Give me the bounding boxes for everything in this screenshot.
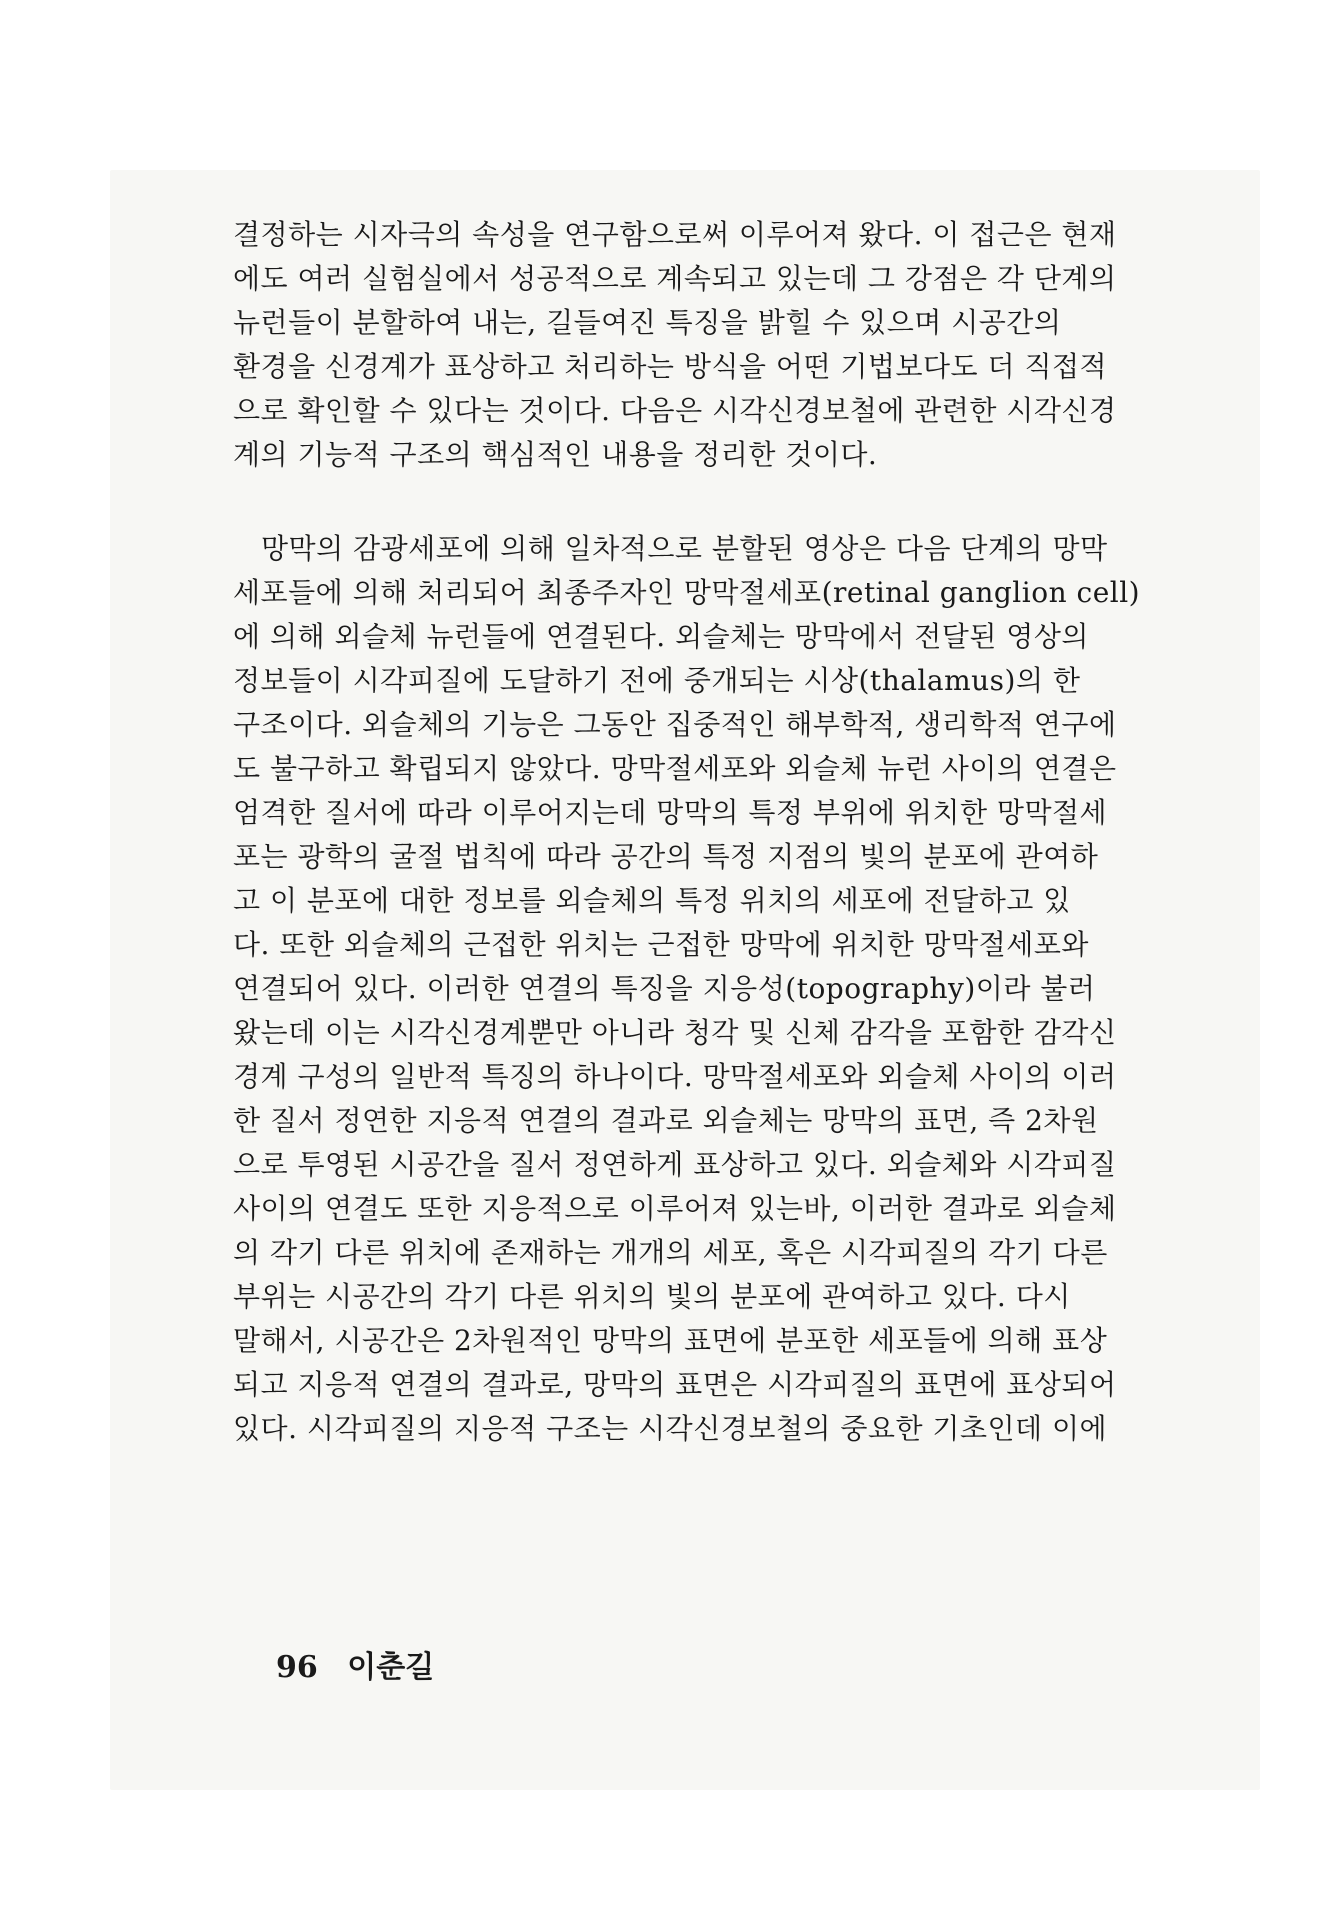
text-line: 사이의 연결도 또한 지응적으로 이루어져 있는바, 이러한 결과로 외슬체: [233, 1192, 1117, 1225]
text-line: 결정하는 시자극의 속성을 연구함으로써 이루어져 왔다. 이 접근은 현재: [233, 218, 1117, 251]
page-number: 96: [276, 1650, 318, 1685]
text-line: 에도 여러 실험실에서 성공적으로 계속되고 있는데 그 강점은 각 단계의: [233, 262, 1117, 295]
text-line: 망막의 감광세포에 의해 일차적으로 분할된 영상은 다음 단계의 망막: [261, 532, 1108, 565]
text-line: 으로 확인할 수 있다는 것이다. 다음은 시각신경보철에 관련한 시각신경: [233, 394, 1117, 427]
text-line: 있다. 시각피질의 지응적 구조는 시각신경보철의 중요한 기초인데 이에: [233, 1412, 1108, 1445]
text-line: 연결되어 있다. 이러한 연결의 특징을 지응성(topography)이라 불러: [233, 972, 1096, 1005]
text-line: 다. 또한 외슬체의 근접한 위치는 근접한 망막에 위치한 망막절세포와: [233, 928, 1089, 961]
text-line: 포는 광학의 굴절 법칙에 따라 공간의 특정 지점의 빛의 분포에 관여하: [233, 840, 1099, 873]
text-line: 구조이다. 외슬체의 기능은 그동안 집중적인 해부학적, 생리학적 연구에: [233, 708, 1117, 741]
text-line: 의 각기 다른 위치에 존재하는 개개의 세포, 혹은 시각피질의 각기 다른: [233, 1236, 1108, 1269]
text-line: 세포들에 의해 처리되어 최종주자인 망막절세포(retinal ganglion cell): [233, 576, 1141, 609]
text-line: 도 불구하고 확립되지 않았다. 망막절세포와 외슬체 뉴런 사이의 연결은: [233, 752, 1117, 785]
text-line: 경계 구성의 일반적 특징의 하나이다. 망막절세포와 외슬체 사이의 이러: [233, 1060, 1117, 1093]
paragraph-1: [233, 213, 1203, 477]
text-line: 부위는 시공간의 각기 다른 위치의 빛의 분포에 관여하고 있다. 다시: [233, 1280, 1071, 1313]
text-line: 왔는데 이는 시각신경계뿐만 아니라 청각 및 신체 감각을 포함한 감각신: [233, 1016, 1117, 1049]
paragraph-gap: [233, 477, 1203, 527]
text-line: 한 질서 정연한 지응적 연결의 결과로 외슬체는 망막의 표면, 즉 2차원: [233, 1104, 1099, 1137]
paragraph-2: [233, 527, 1203, 1451]
text-line: 으로 투영된 시공간을 질서 정연하게 표상하고 있다. 외슬체와 시각피질: [233, 1148, 1117, 1181]
text-line: 엄격한 질서에 따라 이루어지는데 망막의 특정 부위에 위치한 망막절세: [233, 796, 1108, 829]
text-line: 에 의해 외슬체 뉴런들에 연결된다. 외슬체는 망막에서 전달된 영상의: [233, 620, 1089, 653]
author-name: 이춘길: [347, 1650, 435, 1685]
text-line: 계의 기능적 구조의 핵심적인 내용을 정리한 것이다.: [233, 438, 878, 471]
body-text: [233, 213, 1203, 1451]
text-line: 고 이 분포에 대한 정보를 외슬체의 특정 위치의 세포에 전달하고 있: [233, 884, 1071, 917]
text-line: 뉴런들이 분할하여 내는, 길들여진 특징을 밝힐 수 있으며 시공간의: [233, 306, 1062, 339]
text-line: 정보들이 시각피질에 도달하기 전에 중개되는 시상(thalamus)의 한: [233, 664, 1081, 697]
text-line: 환경을 신경계가 표상하고 처리하는 방식을 어떤 기법보다도 더 직접적: [233, 350, 1108, 383]
text-line: 되고 지응적 연결의 결과로, 망막의 표면은 시각피질의 표면에 표상되어: [233, 1368, 1117, 1401]
page-footer: [276, 1646, 434, 1690]
text-line: 말해서, 시공간은 2차원적인 망막의 표면에 분포한 세포들에 의해 표상: [233, 1324, 1108, 1357]
